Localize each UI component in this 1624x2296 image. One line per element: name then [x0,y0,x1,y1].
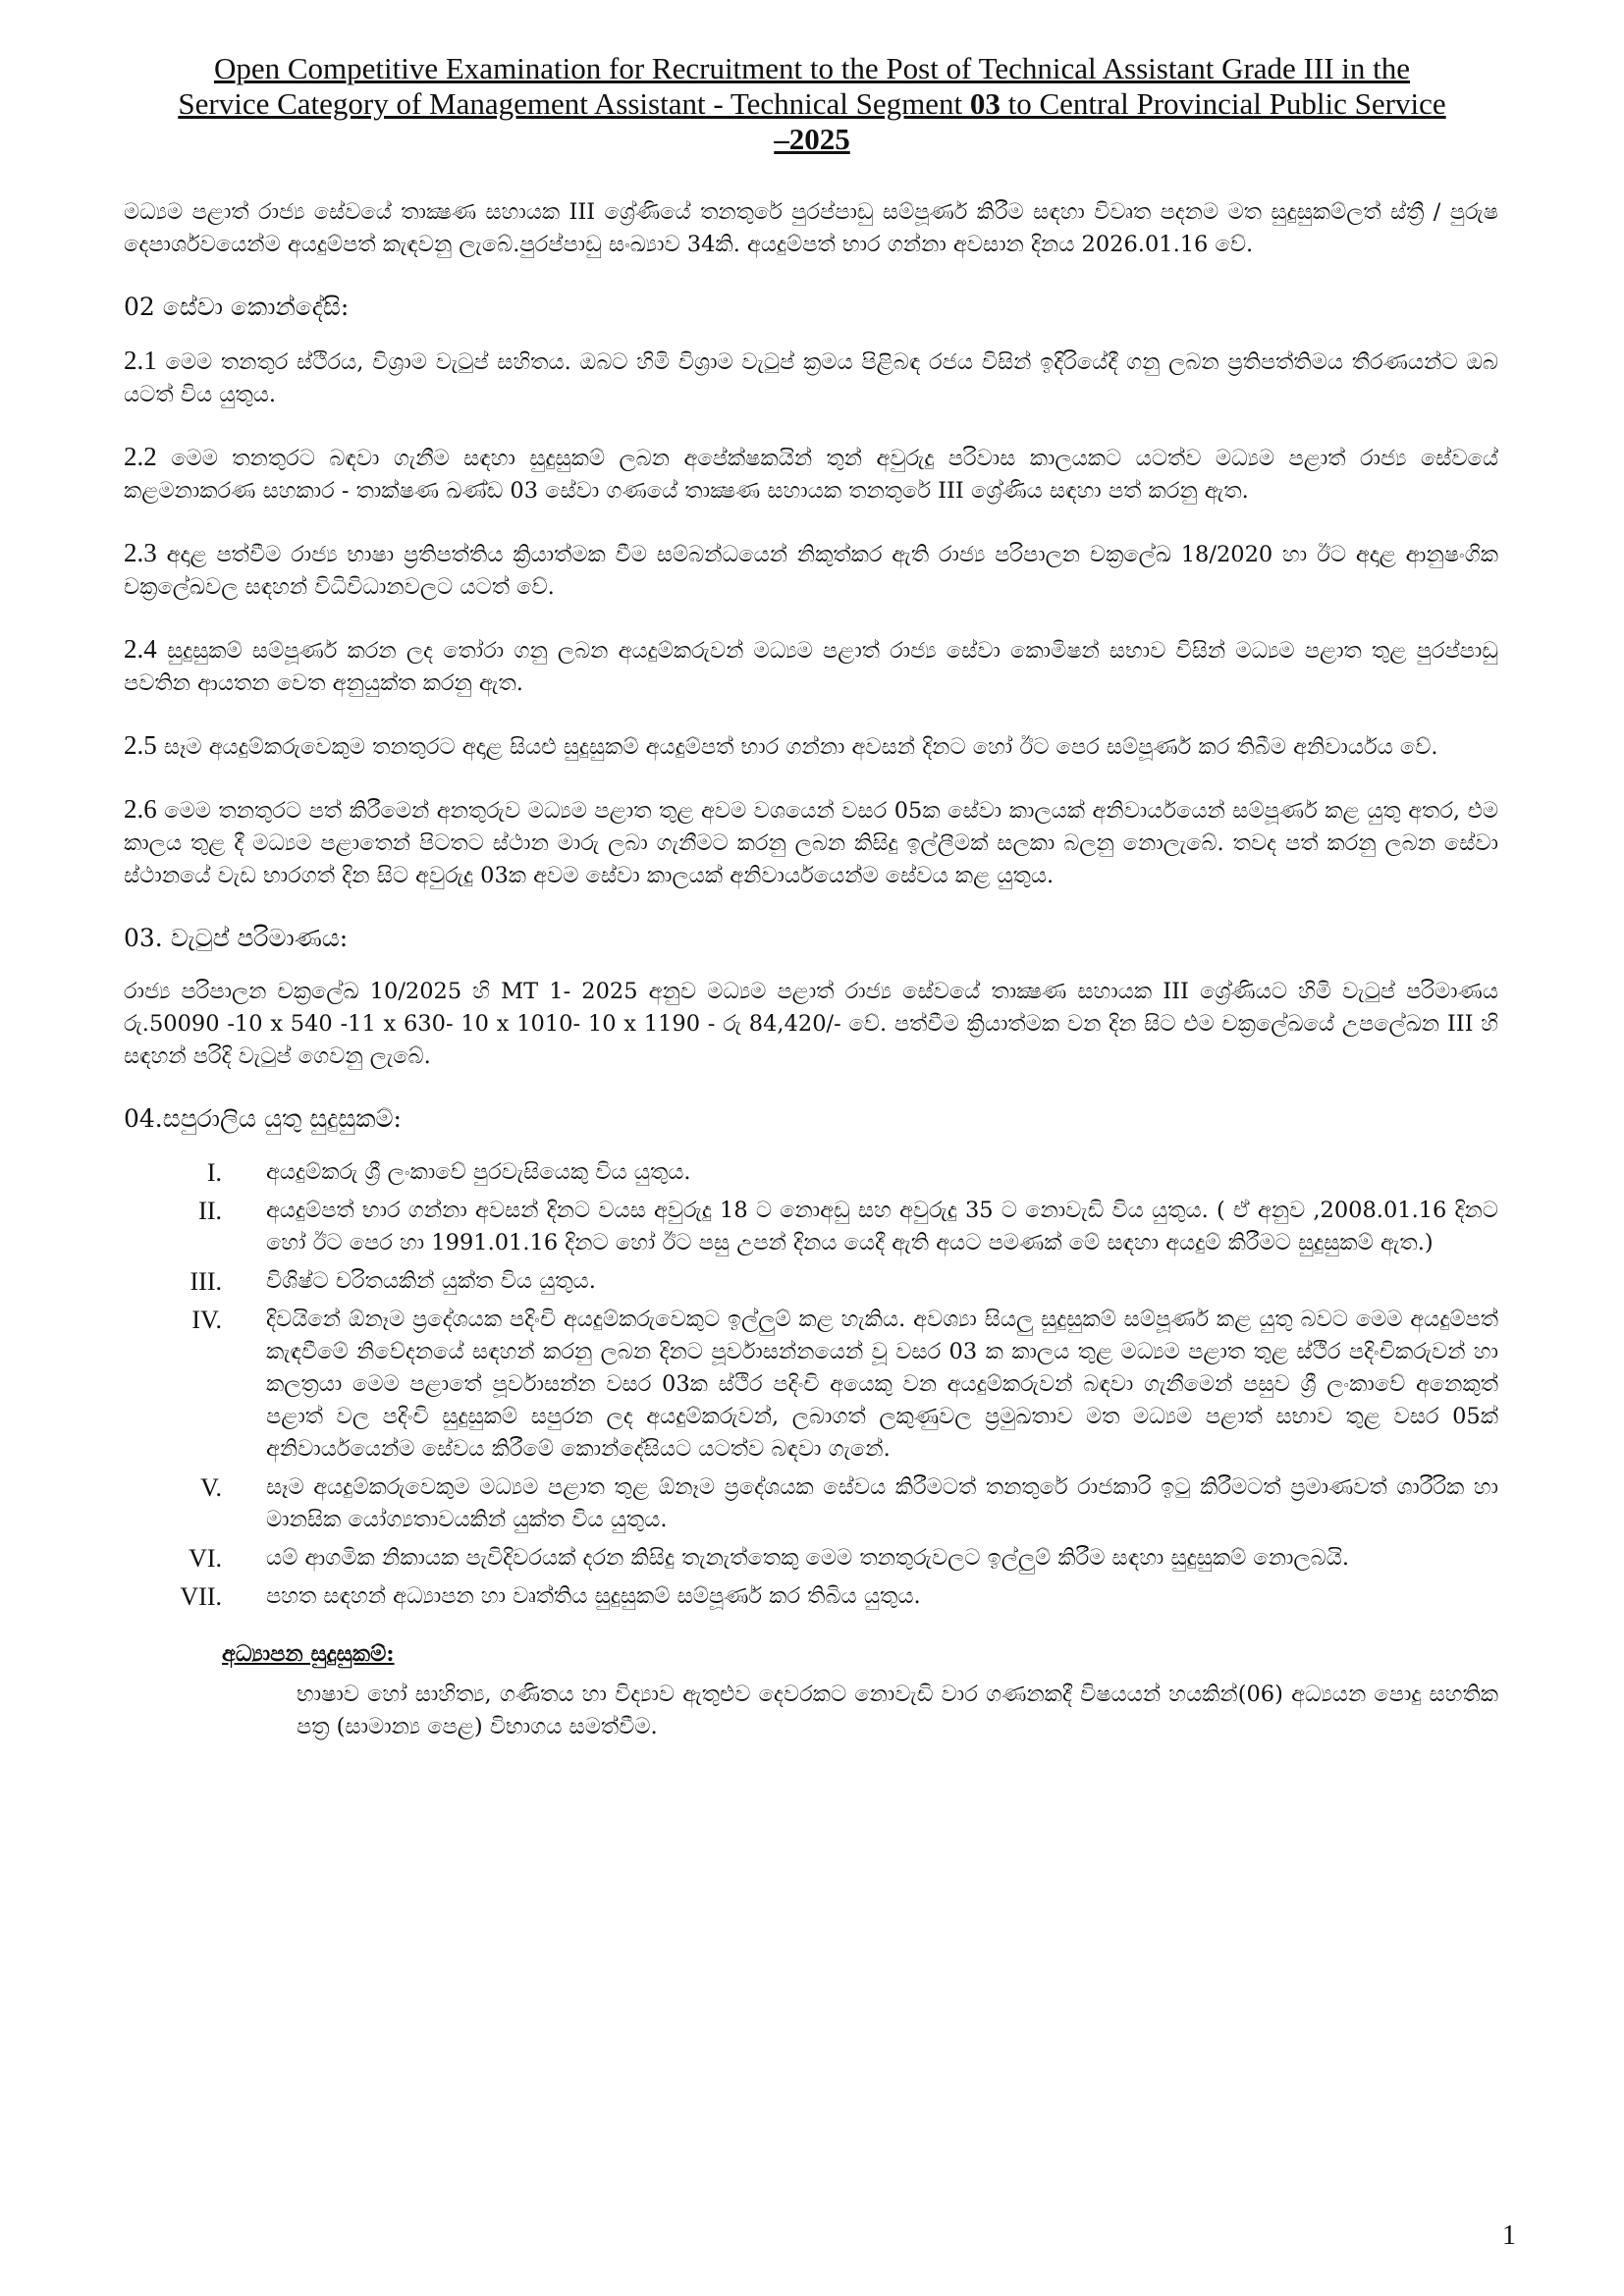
list-number: IV. [191,1306,222,1334]
section-2-6 [124,793,1498,892]
list-text: විශිෂ්ට චරිතයකින් යුක්ත විය යුතුය. [266,1268,596,1294]
list-item [124,1265,1498,1298]
section-4-heading: 04.සපුරාලිය යුතු සුදුසුකම්: [124,1104,402,1133]
section-2-5 [124,729,1498,764]
section-2-3 [124,537,1498,604]
clause-number: 2.2 [124,442,157,471]
clause-text: සෑම අයදුම්කරුවෙකුම තනතුරට අදාළ සියළු සුදුසුකම් අයදුම්පත් භාර ගන්නා අවසන් දිනට හෝ ඊට පෙර සම්පූර්ණ කර තිබීම අනිවාර්යය වේ. [163,734,1438,760]
list-item [124,1304,1498,1466]
clause-text: මෙම තනතුරට බඳවා ගැනීම සඳහා සුදුසුකම් ලබන අපේක්ෂකයින් තුන් අවුරුදු පරිවාස කාලයකට යටත්ව මධ්‍යම පළාත් රාජ්‍ය සේවයේ කළමනාකරණ සහකාර - තාක්ෂණ ඛණ්ඩ 03 සේවා ගණයේ තාක්‍ෂණ සහායක තනතුරේ III ශ්‍රේණිය සඳහා පත් කරනු ඇත. [124,446,1499,504]
list-item [124,1471,1498,1536]
title-line-2-post: to Central Provincial Public Service [1000,86,1446,121]
document-body [124,196,1498,1743]
clause-number: 2.5 [124,730,157,760]
list-item [124,1542,1498,1575]
clause-number: 2.3 [124,538,157,567]
list-number: II. [198,1197,222,1225]
clause-number: 2.4 [124,634,157,664]
section-2-1 [124,345,1498,411]
list-text: යම් ආගමික නිකායක පැවිදිවරයක් දරන කිසිදු තැනැත්තෙකු මෙම තනතුරුවලට ඉල්ලුම් කිරීම සඳහා සුදුසුකම් නොලබයි. [266,1545,1350,1571]
title-year: –2025 [774,122,850,156]
list-number: VI. [189,1544,222,1573]
title-segment-number: 03 [969,86,1001,121]
title-line-1: Open Competitive Examination for Recruitment to the Post of Technical Assistant Grade III in the [213,51,1411,85]
list-text: පහත සඳහන් අධ්‍යාපන හා වෘත්තිය සුදුසුකම් සම්පූර්ණ කර තිබිය යුතුය. [266,1583,921,1609]
intro-paragraph: මධ්‍යම පළාත් රාජ්‍ය සේවයේ තාක්‍ෂණ සහායක III ශ්‍රේණියේ තනතුරේ පුරප්පාඩු සම්පූර්ණ කිරීම සඳහා විවෘත පදනම මත සුදුසුකම්ලත් ස්ත්‍රී / පුරුෂ දෙපාර්ශවයෙන්ම අයදුම්පත් කැඳවනු ලැබේ.පුරප්පාඩු සංඛ්‍යාව 34කි. අයදුම්පත් භාර ගන්නා අවසාන දිනය 2026.01.16 වේ. [124,199,1498,257]
list-number: V. [200,1473,222,1502]
education-heading: අධ්‍යාපන සුදුසුකම්: [222,1641,395,1667]
clause-text: අදාළ පත්වීම රාජ්‍ය භාෂා ප්‍රතිපත්තිය ක්‍රියාත්මක වීම සම්බන්ධයෙන් නිකුත්කර ඇති රාජ්‍ය පරිපාලන චක්‍රලේඛ 18/2020 හා ඊට අදාළ ආනුෂංගික චක්‍රලේඛවල සඳහන් විධිවිධානවලට යටත් වේ. [124,542,1498,600]
list-text: අයදුම්කරු ශ්‍රී ලංකාවේ පුරවැසියෙකු විය යුතුය. [266,1159,691,1185]
list-text: දිවයිනේ ඕනෑම ප්‍රදේශයක පදිංචි අයදුම්කරුවෙකුට ඉල්ලුම් කළ හැකිය. අවශ්‍යා සියලු සුදුසුකම් සම්පූර්ණ කළ යුතු බවට මෙම අයදුම්පත් කැඳවීමේ නිවේදනයේ සඳහන් කරනු ලබන දිනට පූර්වාසන්නයෙන් වූ වසර 03 ක කාලය තුළ මධ්‍යම පළාත තුළ ස්ථිර පදිංචිකරුවන් හා කලත්‍රයා මෙම පළාතේ පූර්වාසන්න වසර 03ක ස්ථිර පදිංචි අයෙකු වන අයදුම්කරුවන් බඳවා ගැනීමෙන් පසුව ශ්‍රී ලංකාවේ අනෙකුත් පළාත් වල පදිංචි සුදුසුකම් සපුරන ලද අයදුම්කරුවන්, ලබාගත් ලකුණුවල ප්‍රමුඛතාව මත මධ්‍යම පළාත් සභාව තුළ වසර 05ක් අනිවාර්යයෙන්ම සේවය කිරීමේ කොන්දේසියට යටත්ව බඳවා ගැනේ. [266,1307,1498,1462]
clause-text: සුදුසුකම් සම්පූර්ණ කරන ලද තෝරා ගනු ලබන අයදුම්කරුවන් මධ්‍යම පළාත් රාජ්‍ය සේවා කොමිෂන් සභාව විසින් මධ්‍යම පළාත තුළ පුරප්පාඩු පවතින ආයතන වෙත අනුයුක්ත කරනු ඇත. [124,638,1498,696]
title-line-2-pre: Service Category of Management Assistant - Technical Segment [178,86,970,121]
document-title [108,51,1516,157]
list-number: VII. [180,1582,222,1611]
section-2-heading: 02 සේවා කොන්දේසි: [124,293,350,321]
salary-scale-paragraph: රාජ්‍ය පරිපාලන චක්‍රලේඛ 10/2025 හි MT 1- 2025 අනුව මධ්‍යම පළාත් රාජ්‍ය සේවයේ තාක්‍ෂණ සහායක III ශ්‍රේණියට හිමි වැටුප් පරිමාණය රු.50090 -10 x 540 -11 x 630- 10 x 1010- 10 x 1190 - රු 84,420/- වේ. පත්වීම ක්‍රියාත්මක වන දින සිට එම චක්‍රලේඛයේ උපලේඛන III හි සඳහන් පරිදි වැටුප් ගෙවනු ලැබේ. [124,979,1498,1069]
section-2-2 [124,441,1498,507]
list-item [124,1195,1498,1259]
clause-number: 2.6 [124,794,157,824]
section-3-heading: 03. වැටුප් පරිමාණය: [124,924,349,952]
list-number: III. [189,1267,222,1296]
list-item [124,1580,1498,1613]
clause-text: මෙම තනතුර ස්ථිරය, විශ්‍රාම වැටුප් සහිතය. ඔබට හිමි විශ්‍රාම වැටුප් ක්‍රමය පිළිබඳ රජය විසින් ඉදිරියේදී ගනු ලබන ප්‍රතිපත්තිමය තීරණයන්ට ඔබ යටත් විය යුතුය. [124,349,1499,407]
section-2-4 [124,633,1498,700]
education-text: භාෂාව හෝ සාහිත්‍ය, ගණිතය හා විද්‍යාව ඇතුළුව දෙවරකට නොවැඩි වාර ගණනකදී විෂයයන් හයකින්(06) අධ්‍යයන පොදු සහතික පත්‍ර (සාමාන්‍ය පෙළ) විභාගය සමත්වීම. [297,1682,1498,1739]
clause-number: 2.1 [124,346,157,375]
qualifications-list [124,1156,1498,1613]
list-number: I. [206,1158,222,1187]
clause-text: මෙම තනතුරට පත් කිරීමෙන් අනතුරුව මධ්‍යම පළාත තුළ අවම වශයෙන් වසර 05ක සේවා කාලයක් අනිවාර්යයෙන් සම්පූර්ණ කළ යුතු අතර, එම කාලය තුළ දී මධ්‍යම පළාතෙන් පිටතට ස්ථාන මාරු ලබා ගැනීමට කරනු ලබන කිසිදු ඉල්ලීමක් සලකා බලනු නොලැබේ. තවද පත් කරනු ලබන සේවා ස්ථානයේ වැඩ භාරගත් දින සිට අවුරුදු 03ක අවම සේවා කාලයක් අනිවාර්යයෙන්ම සේවය කළ යුතුය. [124,798,1498,888]
list-text: සෑම අයදුම්කරුවෙකුම මධ්‍යම පළාත තුළ ඕනෑම ප්‍රදේශයක සේවය කිරීමටත් තනතුරේ රාජකාරි ඉටු කිරීමටත් ප්‍රමාණවත් ශාරීරික හා මානසික යෝග්‍යතාවයකින් යුක්ත විය යුතුය. [266,1474,1498,1532]
list-item [124,1156,1498,1189]
page-number: 1 [1502,2220,1516,2251]
list-text: අයදුම්පත් භාර ගන්නා අවසන් දිනට වයස අවුරුදු 18 ට නොඅඩු සහ අවුරුදු 35 ට නොවැඩි විය යුතුය. ( ඒ අනුව ,2008.01.16 දිනට හෝ ඊට පෙර හා 1991.01.16 දිනට හෝ ඊට පසු උපන් දිනය යෙදී ඇති අයට පමණක් මේ සඳහා අයදුම් කිරීමට සුදුසුකම් ඇත.) [266,1198,1498,1255]
title-line-2 [108,86,1516,122]
